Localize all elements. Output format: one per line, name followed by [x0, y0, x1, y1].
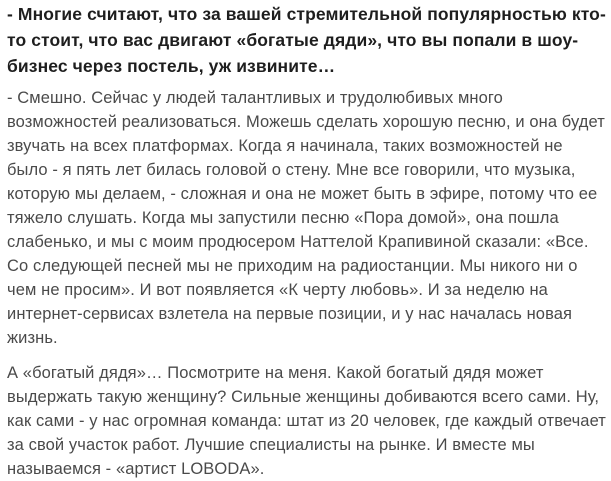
interview-question: - Многие считают, что за вашей стремительной популярностью кто-то стоит, что вас двигают «богатые дяди», что вы попали в шоу-бизнес через постель, уж извините… [7, 4, 606, 76]
interview-answer-paragraph-2: А «богатый дядя»… Посмотрите на меня. Какой богатый дядя может выдержать такую женщину? Сильные женщины добиваются всего сами. Ну, как сами - у нас огромная команда: штат из 20 человек, где каждый отвечает за свой участок работ. Лучшие специалисты на рынке. И вместе мы называемся - «артист LOBODA». [7, 364, 606, 478]
interview-answer-paragraph-1: - Смешно. Сейчас у людей талантливых и трудолюбивых много возможностей реализоваться. Можешь сделать хорошую песню, и она будет звучать на всех платформах. Когда я начинала, таких возможностей не было - я пять лет билась головой о стену. Мне все говорили, что музыка, которую мы делаем, - сложная и она не может быть в эфире, потому что ее тяжело слушать. Когда мы запустили песню «Пора домой», она пошла слабенько, и мы с моим продюсером Наттелой Крапивиной сказали: «Все. Со следующей песней мы не приходим на радиостанции. Мы никого ни о чем не просим». И вот появляется «К черту любовь». И за неделю на интернет-сервисах взлетела на первые позиции, и у нас началась новая жизнь. [7, 89, 605, 347]
